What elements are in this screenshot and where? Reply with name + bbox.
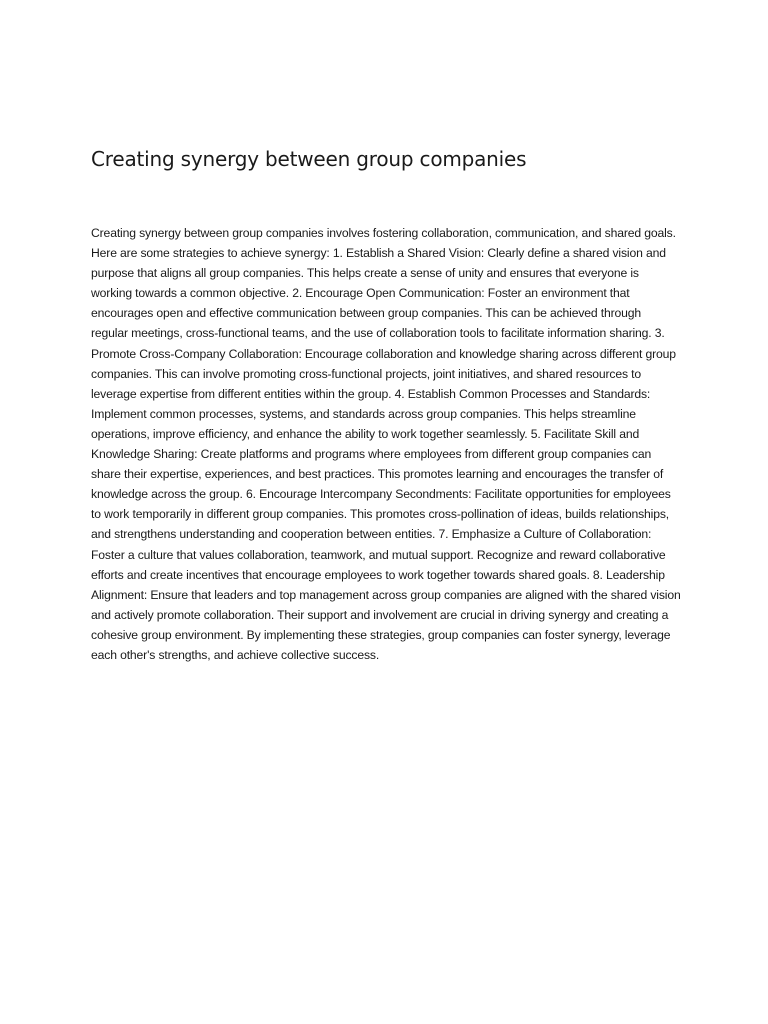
document-body-paragraph: Creating synergy between group companies involves fostering collaboration, communication, and shared goals. Here are some strategies to achieve synergy: 1. Establish a Shared Vision: Clearly define a shared vision and purpose that aligns all group companies. This helps create a sense of unity and ensures that everyone is working towards a common objective. 2. Encourage Open Communication: Foster an environment that encourages open and effective communication between group companies. This can be achieved through regular meetings, cross-functional teams, and the use of collaboration tools to facilitate information sharing. 3. Promote Cross-Company Collaboration: Encourage collaboration and knowledge sharing across different group companies. This can involve promoting cross-functional projects, joint initiatives, and shared resources to leverage expertise from different entities within the group. 4. Establish Common Processes and Standards: Implement common processes, systems, and standards across group companies. This helps streamline operations, improve efficiency, and enhance the ability to work together seamlessly. 5. Facilitate Skill and Knowledge Sharing: Create platforms and programs where employees from different group companies can share their expertise, experiences, and best practices. This promotes learning and encourages the transfer of knowledge across the group. 6. Encourage Intercompany Secondments: Facilitate opportunities for employees to work temporarily in different group companies. This promotes cross-pollination of ideas, builds relationships, and strengthens understanding and cooperation between entities. 7. Emphasize a Culture of Collaboration: Foster a culture that values collaboration, teamwork, and mutual support. Recognize and reward collaborative efforts and create incentives that encourage employees to work together towards shared goals. 8. Leadership Alignment: Ensure that leaders and top management across group companies are aligned with the shared vision and actively promote collaboration. Their support and involvement are crucial in driving synergy and creating a cohesive group environment. By implementing these strategies, group companies can foster synergy, leverage each other's strengths, and achieve collective success. [91,226,681,662]
document-title: Creating synergy between group companies [91,147,527,171]
